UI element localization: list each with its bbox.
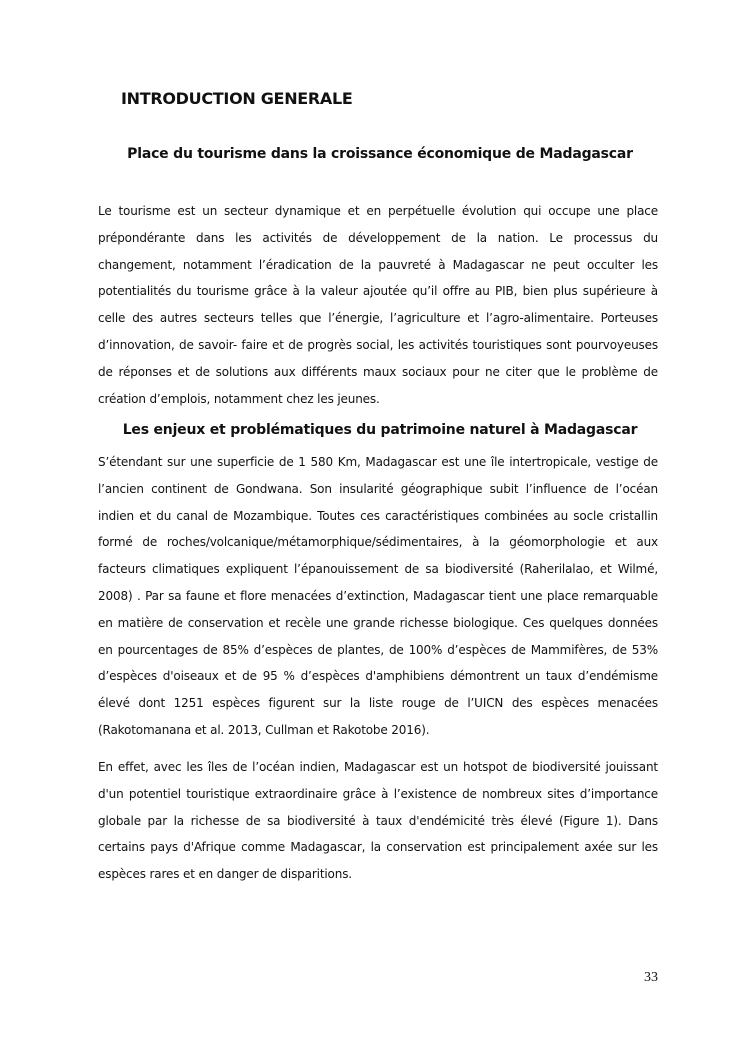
section-title-heritage: Les enjeux et problématiques du patrimoine naturel à Madagascar [122,422,638,438]
paragraph-biodiversity: S’étendant sur une superficie de 1 580 Km, Madagascar est une île intertropicale, vestige de l’ancien continent de Gondwana. Son insularité géographique subit l’influence de l’océan indien et du canal de Mozambique. Toutes ces caractéristiques combinées au socle cristallin formé de roches/volcanique/métamorphique/sédimentaires, à la géomorphologie et aux facteurs climatiques expliquent l’épanouissement de sa biodiversité (Raherilalao, et Wilmé, 2008) . Par sa faune et flore menacées d’extinction, Madagascar tient une place remarquable en matière de conservation et recèle une grande richesse biologique. Ces quelques données en pourcentages de 85% d’espèces de plantes, de 100% d’espèces de Mammifères, de 53% d’espèces d'oiseaux et de 95 % d’espèces d'amphibiens démontrent un taux d’endémisme élevé dont 1251 espèces figurent sur la liste rouge de l’UICN des espèces menacées (Rakotomanana et al. 2013, Cullman et Rakotobe 2016). [98,455,658,737]
section-title-tourism: Place du tourisme dans la croissance économique de Madagascar [127,146,633,162]
page-number: 33 [644,970,658,985]
paragraph-tourism: Le tourisme est un secteur dynamique et en perpétuelle évolution qui occupe une place prépondérante dans les activités de développement de la nation. Le processus du changement, notamment l’éradication de la pauvreté à Madagascar ne peut occulter les potentialités du tourisme grâce à la valeur ajoutée qu’il offre au PIB, bien plus supérieure à celle des autres secteurs telles que l’énergie, l’agriculture et l’agro-alimentaire. Porteuses d’innovation, de savoir- faire et de progrès social, les activités touristiques sont pourvoyeuses de réponses et de solutions aux différents maux sociaux pour ne citer que le problème de création d’emplois, notamment chez les jeunes. [98,204,658,406]
page-heading: INTRODUCTION GENERALE [121,89,353,108]
paragraph-hotspot: En effet, avec les îles de l’océan indien, Madagascar est un hotspot de biodiversité jouissant d'un potentiel touristique extraordinaire grâce à l’existence de nombreux sites d’importance globale par la richesse de sa biodiversité à taux d'endémicité très élevé (Figure 1). Dans certains pays d'Afrique comme Madagascar, la conservation est principalement axée sur les espèces rares et en danger de disparitions. [98,760,658,882]
